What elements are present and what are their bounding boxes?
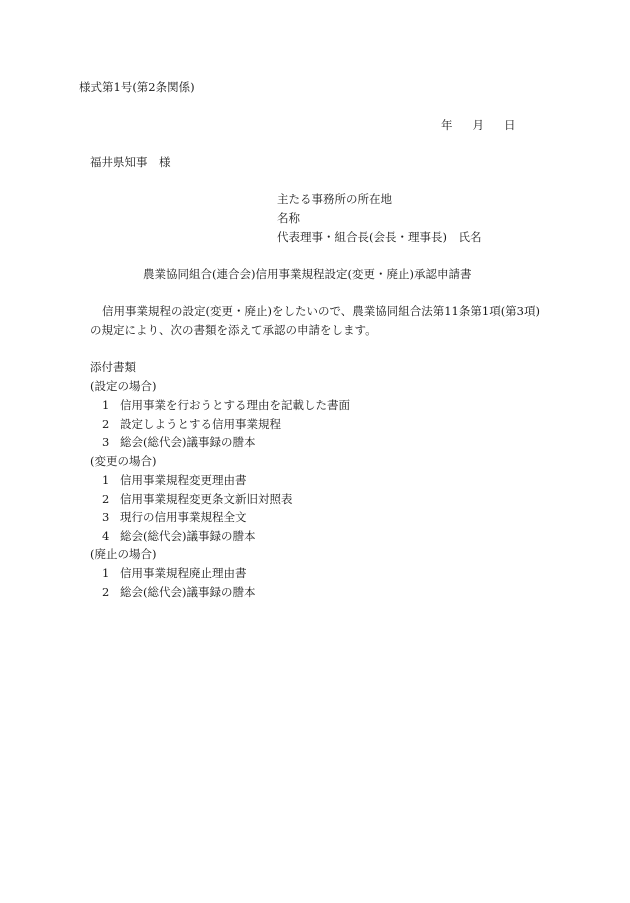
list-item (102, 400, 350, 412)
list-item-text: 設定しようとする信用事業規程 (120, 417, 281, 431)
list-item-text: 総会(総代会)議事録の謄本 (120, 585, 256, 599)
list-item-number: 2 (102, 585, 110, 599)
list-item (102, 512, 247, 524)
date-line (441, 120, 516, 132)
list-item (102, 494, 293, 506)
section-label-abolition: (廃止の場合) (90, 547, 157, 561)
list-item-number: 3 (102, 435, 110, 449)
applicant-address-label: 主たる事務所の所在地 (277, 192, 392, 206)
list-item-text: 総会(総代会)議事録の謄本 (120, 435, 256, 449)
list-item-number: 4 (102, 529, 110, 543)
document-title: 農業協同組合(連合会)信用事業規程設定(変更・廃止)承認申請書 (143, 267, 472, 281)
list-item-number: 3 (102, 510, 110, 524)
list-item-number: 2 (102, 417, 110, 431)
body-line-2: の規定により、次の書類を添えて承認の申請をします。 (90, 323, 377, 337)
list-item-text: 総会(総代会)議事録の謄本 (120, 529, 256, 543)
list-item-number: 1 (102, 473, 110, 487)
list-item-number: 2 (102, 492, 110, 506)
date-month: 月 (472, 118, 484, 132)
list-item-text: 信用事業規程廃止理由書 (120, 566, 247, 580)
form-number: 様式第1号(第2条関係) (79, 80, 195, 94)
list-item-number: 1 (102, 398, 110, 412)
applicant-representative-label: 代表理事・組合長(会長・理事長) 氏名 (277, 230, 482, 244)
list-item-text: 現行の信用事業規程全文 (120, 510, 247, 524)
list-item-text: 信用事業規程変更条文新旧対照表 (120, 492, 293, 506)
attachments-heading: 添付書類 (90, 360, 136, 374)
list-item (102, 531, 255, 543)
date-day: 日 (504, 118, 516, 132)
list-item-text: 信用事業を行おうとする理由を記載した書面 (120, 398, 350, 412)
list-item-number: 1 (102, 566, 110, 580)
list-item (102, 568, 247, 580)
list-item (102, 587, 255, 599)
section-label-change: (変更の場合) (90, 454, 157, 468)
applicant-name-label: 名称 (277, 211, 300, 225)
list-item (102, 419, 281, 431)
list-item (102, 475, 247, 487)
section-label-setting: (設定の場合) (90, 379, 157, 393)
addressee: 福井県知事 様 (90, 155, 171, 169)
body-line-1: 信用事業規程の設定(変更・廃止)をしたいので、農業協同組合法第11条第1項(第3項) (102, 304, 540, 318)
list-item (102, 437, 255, 449)
date-year: 年 (441, 118, 453, 132)
list-item-text: 信用事業規程変更理由書 (120, 473, 247, 487)
